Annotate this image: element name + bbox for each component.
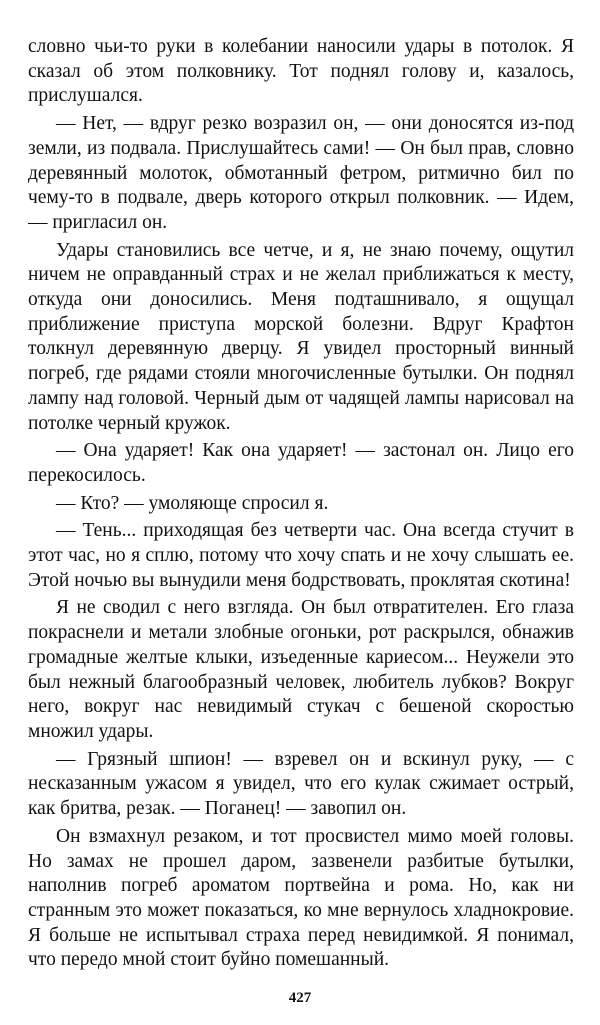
paragraph-2: — Нет, — вдруг резко возразил он, — они доносятся из-под земли, из подвала. Прислушайтесь сами! — Он был прав, словно деревянный молоток, обмотанный фетром, ритмично бил по чему-то в подвале, дверь которого открыл полковник. — Идем, — пригласил он. <box>28 113 574 233</box>
paragraph-3: Удары становились все четче, и я, не знаю почему, ощутил ничем не оправданный страх и не желал приближаться к месту, откуда они доносились. Меня подташнивало, я ощущал приближение приступа морской болезни. Вдруг Крафтон толкнул деревянную дверцу. Я увидел просторный винный погреб, где рядами стояли многочисленные бутылки. Он поднял лампу над головой. Черный дым от чадящей лампы нарисовал на потолке черный кружок. <box>28 239 574 434</box>
paragraph-5: — Кто? — умоляюще спросил я. <box>56 492 329 514</box>
paragraph-4: — Она ударяет! Как она ударяет! — застонал он. Лицо его перекосилось. <box>28 440 574 486</box>
paragraph-6: — Тень... приходящая без четверти час. Она всегда стучит в этот час, но я сплю, потому что хочу спать и не хочу слышать ее. Этой ночью вы вынудили меня бодрствовать, проклятая скотина! <box>28 520 574 591</box>
paragraph-9: Он взмахнул резаком, и тот просвистел мимо моей головы. Но замах не прошел даром, зазвенели разбитые бутылки, наполнив погреб ароматом портвейна и рома. Но, как ни странным это может показаться, ко мне вернулось хладнокровие. Я больше не испытывал страха перед невидимкой. Я понимал, что передо мной стоит буйно помешанный. <box>28 825 574 971</box>
paragraph-7: Я не сводил с него взгляда. Он был отвратителен. Его глаза покраснели и метали злобные огоньки, рот раскрылся, обнажив громадные желтые клыки, изъеденные кариесом... Неужели это был нежный благообразный человек, любитель лубков? Вокруг него, вокруг нас невидимый стукач с бешеной скоростью множил удары. <box>28 597 574 742</box>
page-number: 427 <box>288 990 312 1006</box>
paragraph-1: словно чьи-то руки в колебании наносили удары в потолок. Я сказал об этом полковнику. Тот поднял голову и, казалось, прислушался. <box>28 36 574 107</box>
body-text <box>28 35 574 976</box>
paragraph-8: — Грязный шпион! — взревел он и вскинул руку, — с несказанным ужасом я увидел, что его кулак сжимает острый, как бритва, резак. — Поганец! — завопил он. <box>28 748 574 820</box>
